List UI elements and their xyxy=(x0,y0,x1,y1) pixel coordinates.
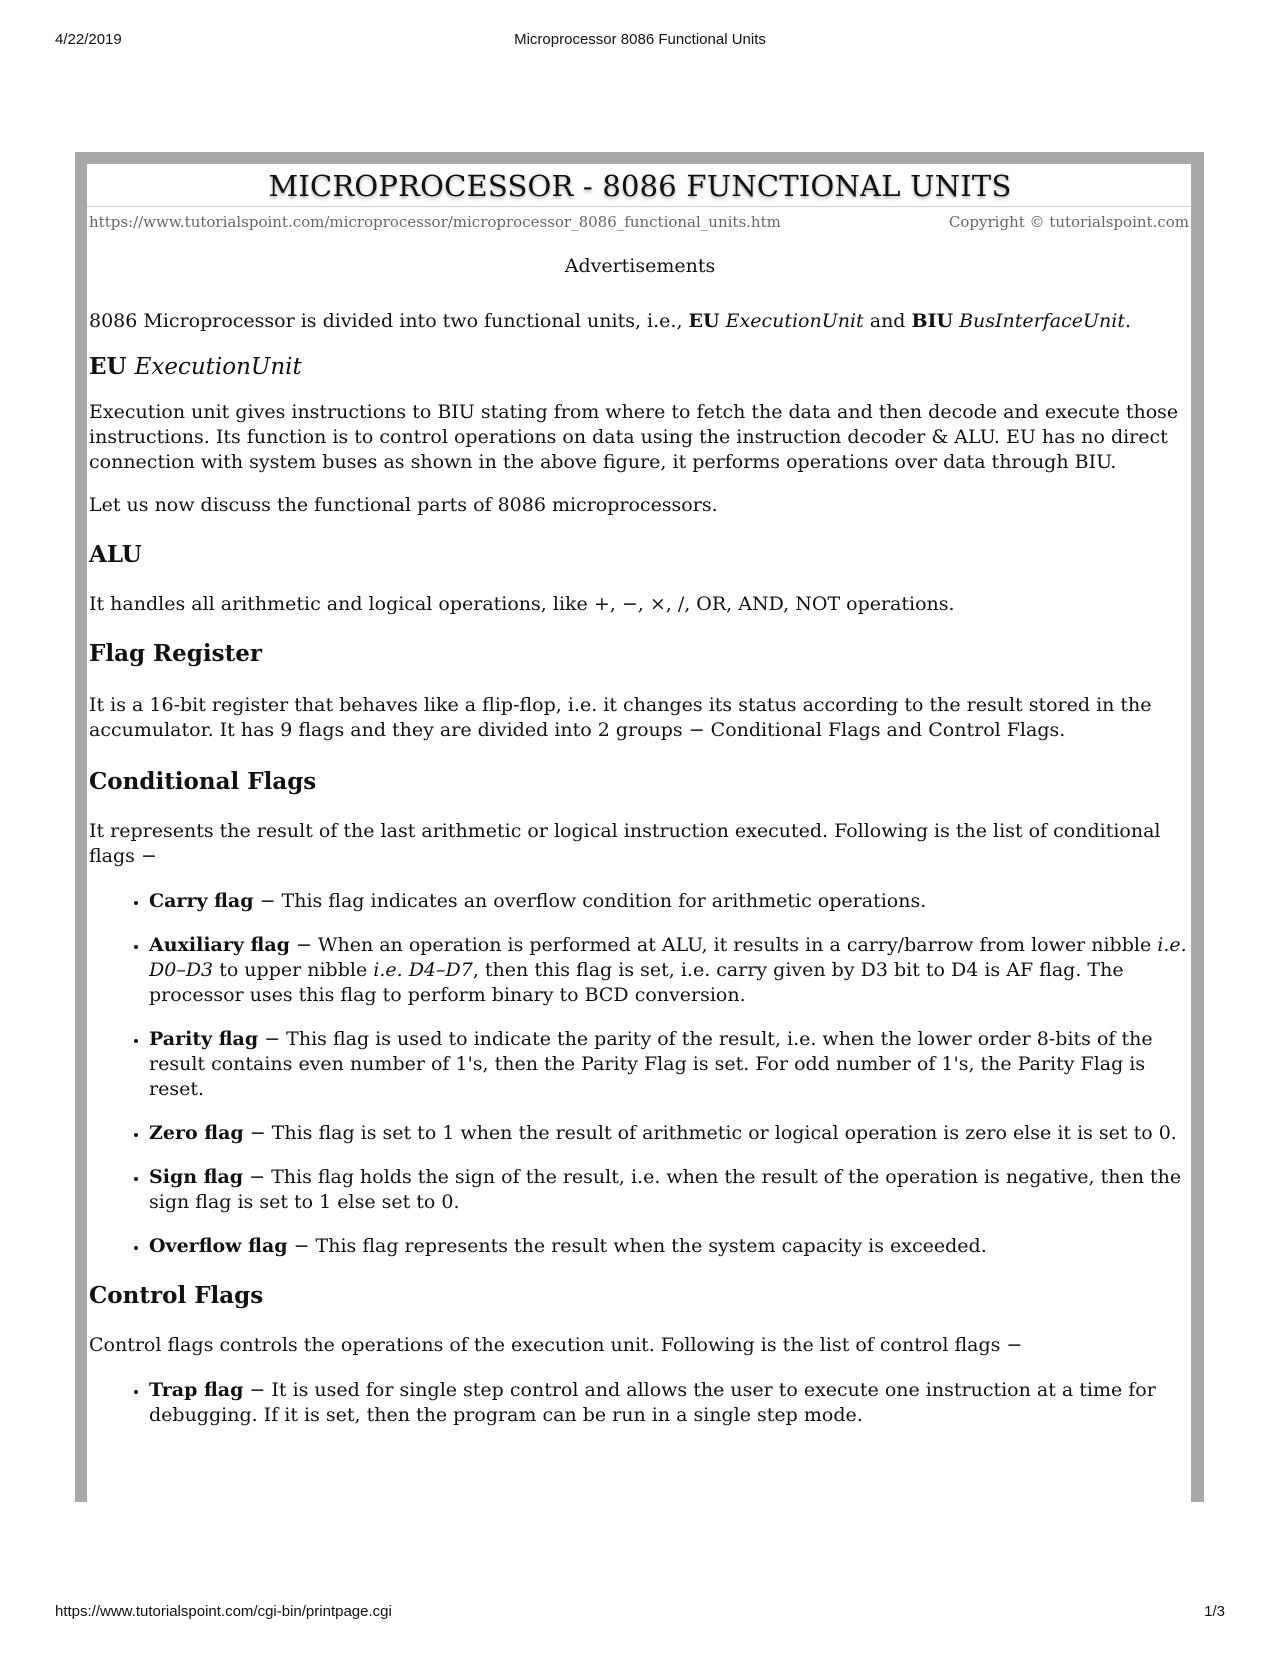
list-item-overflow-flag xyxy=(149,1234,1191,1259)
math-nibble-lower: i.e. D0–D3 xyxy=(149,934,1187,981)
article-body xyxy=(87,164,1191,1502)
list-item-trap-flag xyxy=(149,1378,1191,1428)
flag-description: − This flag holds the sign of the result, i.e. when the result of the operation is negative, then the sign flag is set to 1 else set to 0. xyxy=(149,1166,1182,1213)
copyright-note: Copyright © tutorialspoint.com xyxy=(948,213,1189,231)
control-flags-paragraph: Control flags controls the operations of the execution unit. Following is the list of control flags − xyxy=(89,1334,1023,1356)
intro-eu-full: ExecutionUnit xyxy=(725,310,864,332)
list-item-zero-flag xyxy=(149,1121,1191,1146)
print-title: Microprocessor 8086 Functional Units xyxy=(514,31,766,48)
intro-and: and xyxy=(863,310,912,332)
flag-name: Auxiliary flag xyxy=(149,934,290,956)
math-nibble-upper: i.e. D4–D7 xyxy=(373,959,473,981)
intro-end: . xyxy=(1124,310,1132,332)
flag-description: to upper nibble xyxy=(213,959,374,981)
conditional-flags-paragraph: It represents the result of the last arithmetic or logical instruction executed. Following is the list of conditional flags − xyxy=(89,820,1161,867)
page-number: 1/3 xyxy=(1204,1603,1225,1620)
intro-eu-abbr: EU xyxy=(688,310,720,332)
section-heading-flag-register: Flag Register xyxy=(89,640,262,667)
list-item-sign-flag xyxy=(149,1165,1191,1215)
eu-lead-paragraph: Let us now discuss the functional parts of 8086 microprocessors. xyxy=(89,494,718,516)
page-title: MICROPROCESSOR - 8086 FUNCTIONAL UNITS xyxy=(268,169,1012,203)
flag-name: Sign flag xyxy=(149,1166,244,1188)
flag-description: − This flag is set to 1 when the result of arithmetic or logical operation is zero else it is set to 0. xyxy=(243,1122,1177,1144)
intro-text: 8086 Microprocessor is divided into two functional units, i.e., xyxy=(89,310,689,332)
eu-heading-abbr: EU xyxy=(89,353,127,380)
flag-name: Zero flag xyxy=(149,1122,244,1144)
flag-name: Parity flag xyxy=(149,1028,259,1050)
alu-paragraph: It handles all arithmetic and logical operations, like +, −, ×, /, OR, AND, NOT operations. xyxy=(89,593,955,615)
intro-paragraph xyxy=(89,309,1191,334)
section-heading-alu: ALU xyxy=(89,541,142,568)
eu-paragraph: Execution unit gives instructions to BIU stating from where to fetch the data and then decode and execute those instructions. Its function is to control operations on data using the instruction decoder & ALU. EU has no direct connection with system buses as shown in the above figure, it performs operations over data through BIU. xyxy=(89,401,1179,473)
flag-name: Overflow flag xyxy=(149,1235,288,1257)
conditional-flags-list xyxy=(89,889,1191,1259)
list-item-carry-flag xyxy=(149,889,1191,914)
source-row xyxy=(89,207,1191,235)
print-footer-url: https://www.tutorialspoint.com/cgi-bin/printpage.cgi xyxy=(55,1603,392,1620)
flag-name: Trap flag xyxy=(149,1379,244,1401)
flag-name: Carry flag xyxy=(149,890,254,912)
list-item-parity-flag xyxy=(149,1027,1191,1102)
flag-description: , then this flag is set, i.e. carry given by D3 bit to D4 is AF flag. The processor uses this flag to perform binary to BCD conversion. xyxy=(149,959,1124,1006)
intro-biu-full: BusInterfaceUnit xyxy=(959,310,1125,332)
flag-register-paragraph: It is a 16-bit register that behaves like a flip-flop, i.e. it changes its status according to the result stored in the accumulator. It has 9 flags and they are divided into 2 groups − Conditional Flags and Control Flags. xyxy=(89,694,1152,741)
section-heading-control-flags: Control Flags xyxy=(89,1282,264,1309)
section-heading-eu xyxy=(89,352,1191,382)
ads-label: Advertisements xyxy=(564,255,716,277)
flag-description: − This flag represents the result when the system capacity is exceeded. xyxy=(287,1235,987,1257)
flag-description: − It is used for single step control and allows the user to execute one instruction at a time for debugging. If it is set, then the program can be run in a single step mode. xyxy=(149,1379,1156,1426)
print-header xyxy=(55,31,1225,51)
eu-heading-full: ExecutionUnit xyxy=(134,354,302,380)
section-heading-conditional-flags: Conditional Flags xyxy=(89,768,317,795)
flag-description: − When an operation is performed at ALU, it results in a carry/barrow from lower nibble xyxy=(289,934,1158,956)
print-footer xyxy=(55,1603,1225,1623)
print-date: 4/22/2019 xyxy=(55,31,122,48)
list-item-auxiliary-flag xyxy=(149,933,1191,1008)
control-flags-list xyxy=(89,1378,1191,1428)
source-url[interactable]: https://www.tutorialspoint.com/microprocessor/microprocessor_8086_functional_units.htm xyxy=(89,213,781,231)
flag-description: − This flag indicates an overflow condition for arithmetic operations. xyxy=(253,890,927,912)
intro-biu-abbr: BIU xyxy=(911,310,954,332)
flag-description: − This flag is used to indicate the parity of the result, i.e. when the lower order 8-bits of the result contains even number of 1's, then the Parity Flag is set. For odd number of 1's, the Parity Flag is reset. xyxy=(149,1028,1153,1100)
